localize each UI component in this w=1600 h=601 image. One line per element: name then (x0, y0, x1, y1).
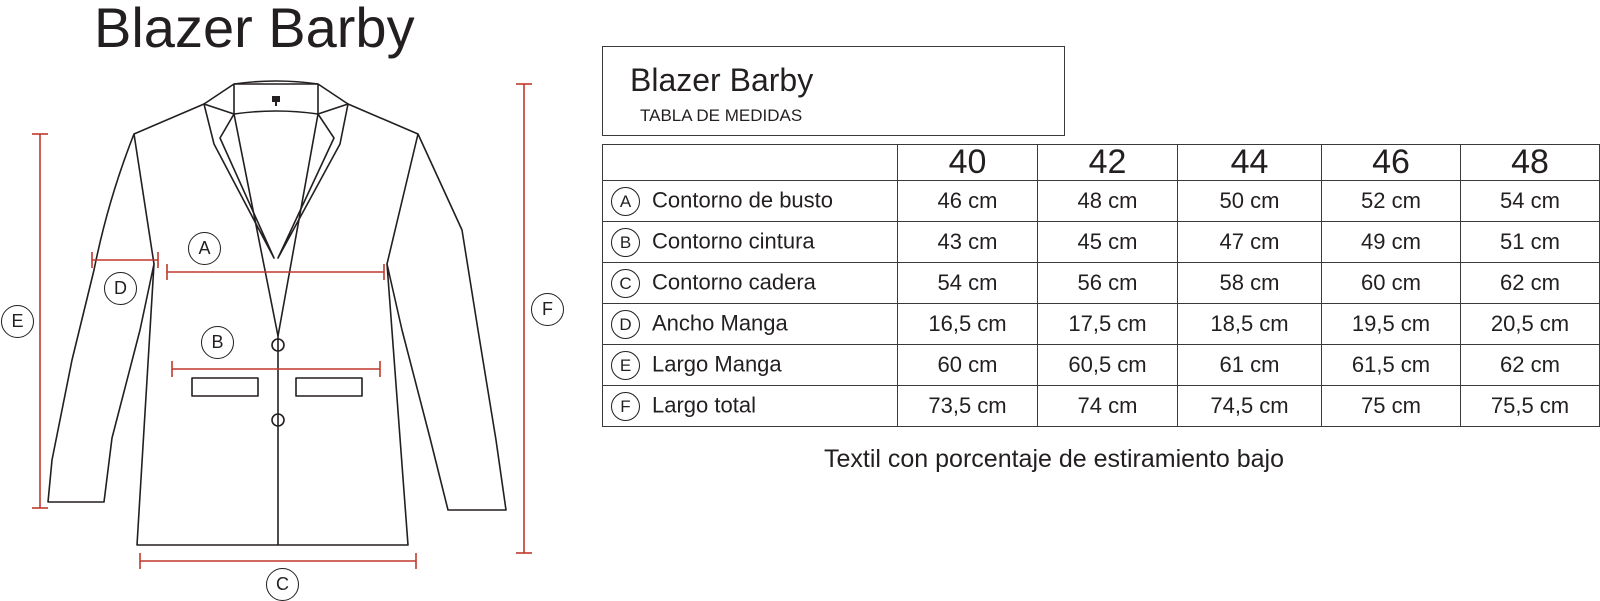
value-cell: 49 cm (1322, 222, 1461, 263)
row-label: Ancho Manga (652, 309, 788, 335)
value-cell: 75,5 cm (1461, 386, 1600, 427)
label-tag (272, 96, 280, 102)
measure-line-d (92, 252, 158, 268)
diagram-label-e: E (1, 305, 34, 338)
row-label-cell (603, 181, 898, 222)
page-title: Blazer Barby (94, 0, 415, 59)
letter-badge: A (611, 187, 640, 216)
letter-badge: B (611, 228, 640, 257)
diagram-label-f: F (531, 293, 564, 326)
box-title: Blazer Barby (630, 62, 814, 98)
letter-badge: D (611, 310, 640, 339)
row-label-cell (603, 345, 898, 386)
size-header: 46 (1322, 145, 1461, 181)
value-cell: 52 cm (1322, 181, 1461, 222)
right-armhole (387, 134, 418, 264)
value-cell: 60 cm (898, 345, 1038, 386)
value-cell: 74,5 cm (1178, 386, 1322, 427)
measure-line-e (32, 134, 48, 508)
left-pocket (192, 378, 258, 396)
measurement-title-box (602, 46, 1065, 136)
diagram-label-c: C (266, 568, 299, 601)
row-label: Contorno cadera (652, 268, 816, 294)
lapel-edge (234, 114, 278, 336)
value-cell: 60 cm (1322, 263, 1461, 304)
value-cell: 75 cm (1322, 386, 1461, 427)
blazer-sketch (0, 0, 590, 600)
value-cell: 74 cm (1038, 386, 1178, 427)
letter-badge: F (611, 392, 640, 421)
table-row (603, 345, 1600, 386)
label-tag (275, 102, 277, 106)
size-header-row (603, 145, 1600, 181)
diagram-label-a: A (188, 232, 221, 265)
table-row (603, 263, 1600, 304)
value-cell: 17,5 cm (1038, 304, 1178, 345)
value-cell: 62 cm (1461, 263, 1600, 304)
value-cell: 20,5 cm (1461, 304, 1600, 345)
lapel-edge (278, 114, 318, 336)
table-row (603, 222, 1600, 263)
value-cell: 56 cm (1038, 263, 1178, 304)
diagram-label-d: D (104, 272, 137, 305)
row-label-cell (603, 386, 898, 427)
row-label-cell (603, 304, 898, 345)
blazer-outline (48, 84, 506, 545)
value-cell: 60,5 cm (1038, 345, 1178, 386)
size-header: 44 (1178, 145, 1322, 181)
value-cell: 16,5 cm (898, 304, 1038, 345)
row-label-cell (603, 222, 898, 263)
size-header: 48 (1461, 145, 1600, 181)
value-cell: 62 cm (1461, 345, 1600, 386)
measure-line-a (167, 264, 384, 280)
right-pocket (296, 378, 362, 396)
value-cell: 43 cm (898, 222, 1038, 263)
value-cell: 19,5 cm (1322, 304, 1461, 345)
row-label: Largo Manga (652, 350, 782, 376)
row-label-cell (603, 263, 898, 304)
box-subtitle: TABLA DE MEDIDAS (640, 106, 803, 125)
value-cell: 18,5 cm (1178, 304, 1322, 345)
right-lapel (278, 104, 348, 258)
measure-line-f (516, 84, 532, 553)
value-cell: 73,5 cm (898, 386, 1038, 427)
value-cell: 45 cm (1038, 222, 1178, 263)
row-label: Contorno de busto (652, 186, 834, 212)
row-label: Contorno cintura (652, 227, 815, 253)
size-header: 42 (1038, 145, 1178, 181)
fabric-note: Textil con porcentaje de estiramiento bajo (824, 445, 1284, 473)
value-cell: 51 cm (1461, 222, 1600, 263)
row-label: Largo total (652, 391, 756, 417)
measure-line-c (140, 553, 416, 569)
value-cell: 61,5 cm (1322, 345, 1461, 386)
value-cell: 54 cm (898, 263, 1038, 304)
diagram-label-b: B (201, 326, 234, 359)
value-cell: 48 cm (1038, 181, 1178, 222)
table-row (603, 304, 1600, 345)
value-cell: 54 cm (1461, 181, 1600, 222)
measure-line-b (172, 361, 380, 377)
value-cell: 50 cm (1178, 181, 1322, 222)
size-header: 40 (898, 145, 1038, 181)
value-cell: 47 cm (1178, 222, 1322, 263)
table-row (603, 181, 1600, 222)
value-cell: 61 cm (1178, 345, 1322, 386)
left-armhole (134, 134, 154, 264)
table-row (603, 386, 1600, 427)
value-cell: 46 cm (898, 181, 1038, 222)
letter-badge: C (611, 269, 640, 298)
size-table (602, 144, 1600, 427)
header-blank (603, 145, 898, 181)
value-cell: 58 cm (1178, 263, 1322, 304)
letter-badge: E (611, 351, 640, 380)
